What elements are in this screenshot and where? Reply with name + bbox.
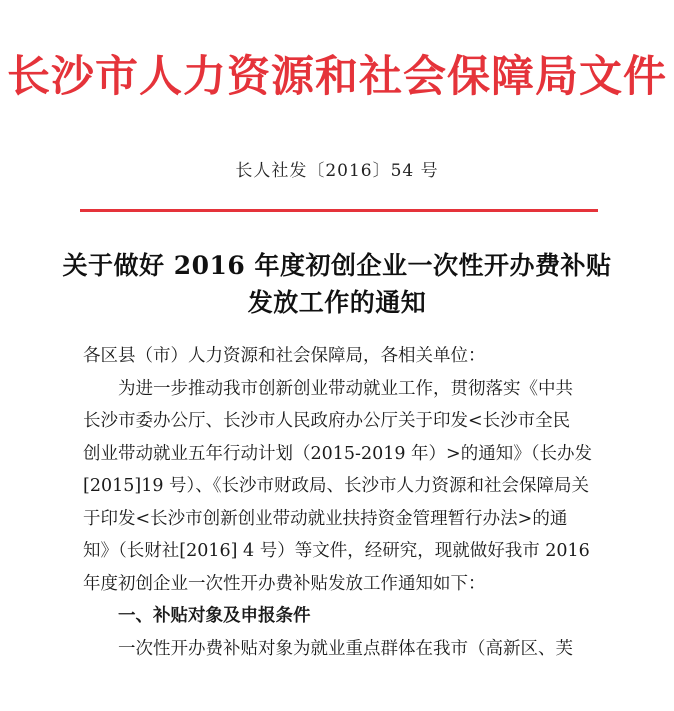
paragraph-line: 创业带动就业五年行动计划（2015-2019 年）>的通知》（长办发 xyxy=(83,443,592,464)
section-first-line: 一次性开办费补贴对象为就业重点群体在我市（高新区、芙 xyxy=(118,638,573,659)
masthead-title: 长沙市人力资源和社会保障局文件 xyxy=(7,52,667,102)
paragraph-line: 于印发<长沙市创新创业带动就业扶持资金管理暂行办法>的通 xyxy=(83,508,568,529)
notice-title-line-1: 关于做好 2016 年度初创企业一次性开办费补贴 xyxy=(62,251,612,280)
red-divider xyxy=(80,209,598,212)
paragraph-line: 为进一步推动我市创新创业带动就业工作，贯彻落实《中共 xyxy=(118,378,573,399)
paragraph-line: 年度初创企业一次性开办费补贴发放工作通知如下： xyxy=(83,573,486,594)
paragraph-line: 知》（长财社[2016] 4 号）等文件，经研究，现就做好我市 2016 xyxy=(83,541,590,561)
section-heading: 一、补贴对象及申报条件 xyxy=(118,606,311,626)
paragraph-line: 长沙市委办公厅、长沙市人民政府办公厅关于印发<长沙市全民 xyxy=(83,411,571,431)
document-number: 长人社发〔2016〕54 号 xyxy=(235,161,439,181)
notice-title-line-2: 发放工作的通知 xyxy=(247,288,427,317)
addressee: 各区县（市）人力资源和社会保障局，各相关单位： xyxy=(83,346,486,366)
notice-body xyxy=(83,340,598,665)
paragraph-line: [2015]19 号）、《长沙市财政局、长沙市人力资源和社会保障局关 xyxy=(83,476,590,496)
